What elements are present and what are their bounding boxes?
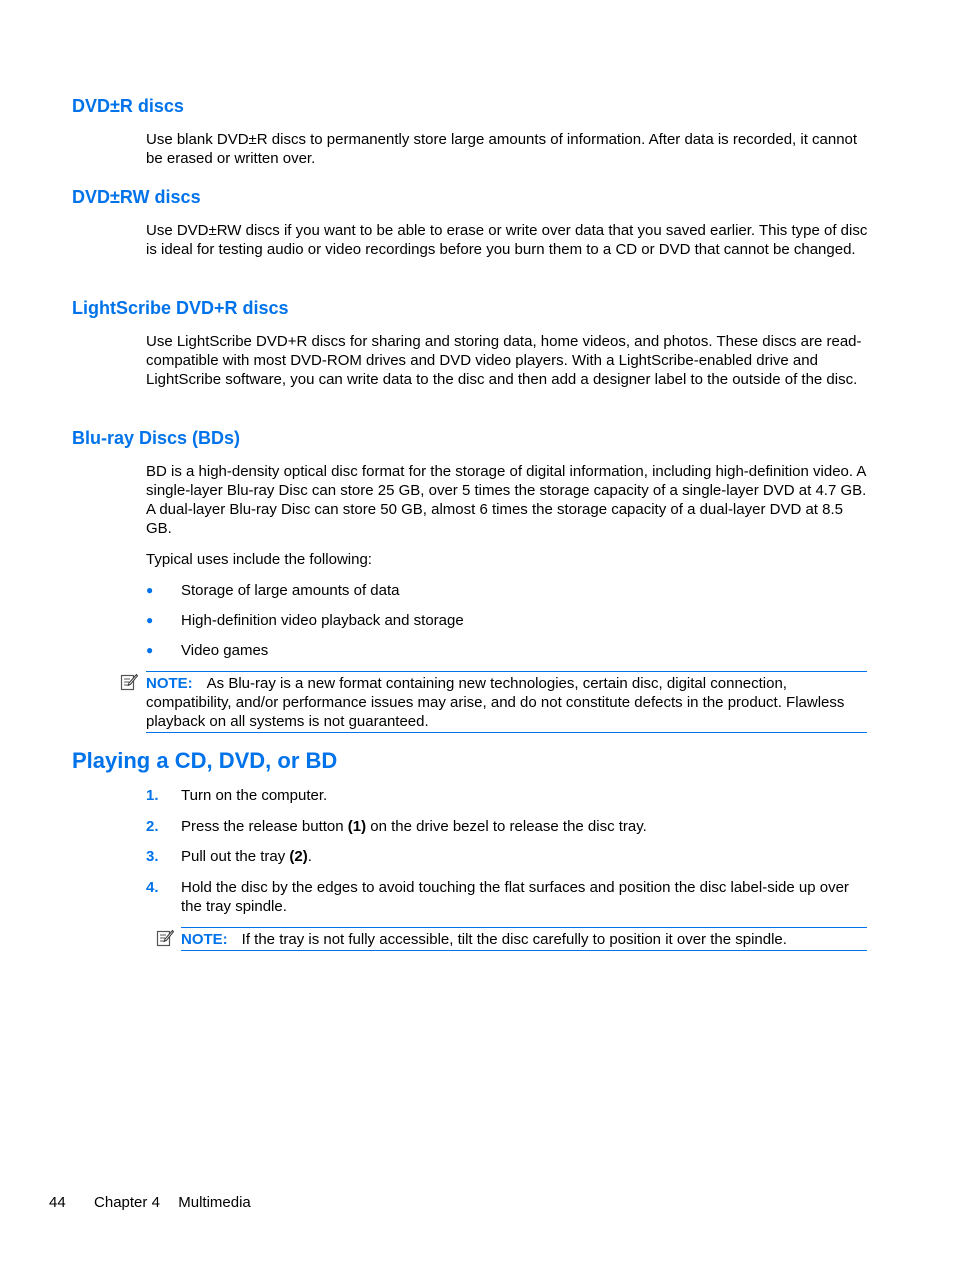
note-pad-pencil-icon (120, 673, 138, 696)
step-number: 4. (146, 879, 159, 896)
note-label: NOTE: (146, 675, 193, 692)
note-label: NOTE: (181, 931, 228, 948)
list-item-text: High-definition video playback and storage (181, 612, 464, 629)
body-bluray: BD is a high-density optical disc format for the storage of digital information, including high-definition video. A single-layer Blu-ray Disc can store 25 GB, over 5 times the storage capacity of a single-layer DVD at 4.7 GB. A dual-layer Blu-ray Disc can store 50 GB, almost 6 times the storage capacity of a dual-layer DVD at 8.5 GB. (146, 463, 867, 537)
heading-bluray: Blu-ray Discs (BDs) (72, 428, 241, 448)
step-text: Press the release button (1) on the drive bezel to release the disc tray. (181, 818, 647, 835)
step-text: Pull out the tray (2). (181, 848, 312, 865)
step-number: 3. (146, 848, 159, 865)
note-text: As Blu-ray is a new format containing new technologies, certain disc, digital connection, compatibility, and/or performance issues may arise, and do not constitute defects in the product. Flawless playback on all systems is not guaranteed. (146, 675, 845, 730)
bullet-dot-icon: ● (146, 613, 154, 627)
note-pad-pencil-icon (156, 929, 174, 952)
list-item-text: Storage of large amounts of data (181, 582, 400, 599)
step-number: 1. (146, 787, 159, 804)
heading-playing: Playing a CD, DVD, or BD (72, 748, 338, 773)
heading-lightscribe: LightScribe DVD+R discs (72, 298, 289, 318)
chapter-title: Multimedia (178, 1194, 251, 1211)
bluray-intro: Typical uses include the following: (146, 551, 372, 568)
note-text: If the tray is not fully accessible, tilt the disc carefully to position it over the spindle. (241, 931, 787, 948)
body-lightscribe: Use LightScribe DVD+R discs for sharing and storing data, home videos, and photos. These discs are read-compatible with most DVD-ROM drives and DVD video players. With a LightScribe-enabled drive and LightScribe software, you can write data to the disc and then add a designer label to the outside of the disc. (146, 333, 862, 388)
list-item-text: Video games (181, 642, 269, 659)
step-text: Turn on the computer. (181, 787, 328, 804)
bullet-dot-icon: ● (146, 643, 154, 657)
heading-dvdr: DVD±R discs (72, 96, 184, 116)
body-dvdr: Use blank DVD±R discs to permanently store large amounts of information. After data is recorded, it cannot be erased or written over. (146, 131, 858, 167)
bullet-dot-icon: ● (146, 583, 154, 597)
body-dvdrw: Use DVD±RW discs if you want to be able to erase or write over data that you saved earlier. This type of disc is ideal for testing audio or video recordings before you burn them to a CD or DVD that cannot be changed. (146, 222, 868, 258)
note-bluray (146, 671, 867, 733)
page-number: 44 (49, 1194, 66, 1211)
chapter-label: Chapter 4 (94, 1194, 160, 1211)
step-text: Hold the disc by the edges to avoid touching the flat surfaces and position the disc label-side up over the tray spindle. (181, 879, 849, 915)
note-playing (181, 927, 867, 951)
step-number: 2. (146, 818, 159, 835)
heading-dvdrw: DVD±RW discs (72, 187, 201, 207)
page-footer (49, 1193, 251, 1212)
